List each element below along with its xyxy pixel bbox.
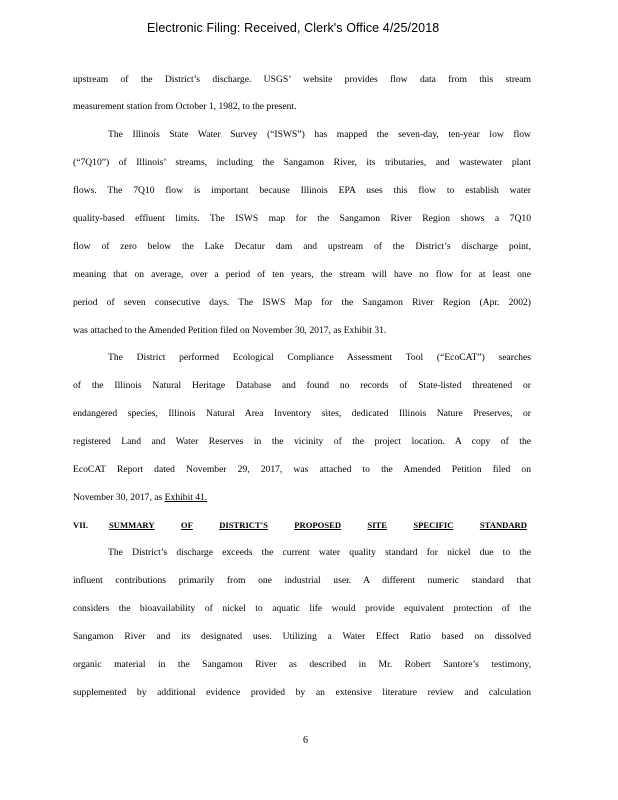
body-text-line: The Illinois State Water Survey (“ISWS”) has mapped the seven-day, ten-year low flow — [108, 129, 531, 140]
section-title-word: STANDARD — [479, 520, 527, 530]
body-text-line: was attached to the Amended Petition filed on November 30, 2017, as Exhibit 31. — [73, 325, 387, 336]
body-text-line: registered Land and Water Reserves in the vicinity of the project location. A copy of the — [73, 436, 531, 447]
section-number: VII. — [73, 520, 89, 530]
section-title-word: SITE — [367, 520, 388, 530]
filing-stamp-header: Electronic Filing: Received, Clerk's Office 4/25/2018 — [147, 21, 440, 35]
section-title-word: SUMMARY — [109, 520, 155, 530]
section-heading — [73, 520, 527, 534]
body-text-line: flows. The 7Q10 flow is important because Illinois EPA uses this flow to establish water — [73, 185, 531, 196]
section-title — [109, 520, 529, 530]
body-text-line: The District performed Ecological Compliance Assessment Tool (“EcoCAT”) searches — [108, 352, 531, 363]
section-title-word: PROPOSED — [294, 520, 342, 530]
body-text-line: of the Illinois Natural Heritage Database and found no records of State-listed threatened or — [73, 380, 531, 391]
body-text-line: influent contributions primarily from one industrial user. A different numeric standard that — [73, 575, 531, 586]
body-text-line: supplemented by additional evidence provided by an extensive literature review and calculation — [73, 687, 531, 698]
body-text-line: considers the bioavailability of nickel to aquatic life would provide equivalent protection of the — [73, 603, 531, 614]
body-text-line: endangered species, Illinois Natural Area Inventory sites, dedicated Illinois Nature Preserves, or — [73, 408, 531, 419]
page-number: 6 — [303, 735, 308, 746]
body-text-line: (“7Q10”) of Illinois’ streams, including the Sangamon River, its tributaries, and wastewater plant — [73, 157, 531, 168]
section-title-word: OF — [180, 520, 193, 530]
body-text-line: The District’s discharge exceeds the current water quality standard for nickel due to the — [108, 547, 531, 558]
body-text-line: measurement station from October 1, 1982, to the present. — [73, 101, 297, 112]
body-text-line: quality-based effluent limits. The ISWS map for the Sangamon River Region shows a 7Q10 — [73, 213, 531, 224]
section-title-word: SPECIFIC — [413, 520, 454, 530]
body-text-line-with-exhibit — [73, 492, 207, 504]
section-title-word: DISTRICT'S — [219, 520, 268, 530]
body-text-fragment: November 30, 2017, as — [73, 492, 165, 503]
body-text-line: organic material in the Sangamon River as described in Mr. Robert Santore’s testimony, — [73, 659, 531, 670]
body-text-line: period of seven consecutive days. The ISWS Map for the Sangamon River Region (Apr. 2002) — [73, 297, 531, 308]
body-text-line: upstream of the District’s discharge. USGS’ website provides flow data from this stream — [73, 74, 531, 85]
body-text-line: Sangamon River and its designated uses. Utilizing a Water Effect Ratio based on dissolved — [73, 631, 531, 642]
exhibit-41-reference: Exhibit 41. — [164, 492, 208, 503]
body-text-line: meaning that on average, over a period of ten years, the stream will have no flow for at least one — [73, 269, 531, 280]
body-text-line: flow of zero below the Lake Decatur dam and upstream of the District’s discharge point, — [73, 241, 531, 252]
body-text-line: EcoCAT Report dated November 29, 2017, was attached to the Amended Petition filed on — [73, 464, 531, 475]
